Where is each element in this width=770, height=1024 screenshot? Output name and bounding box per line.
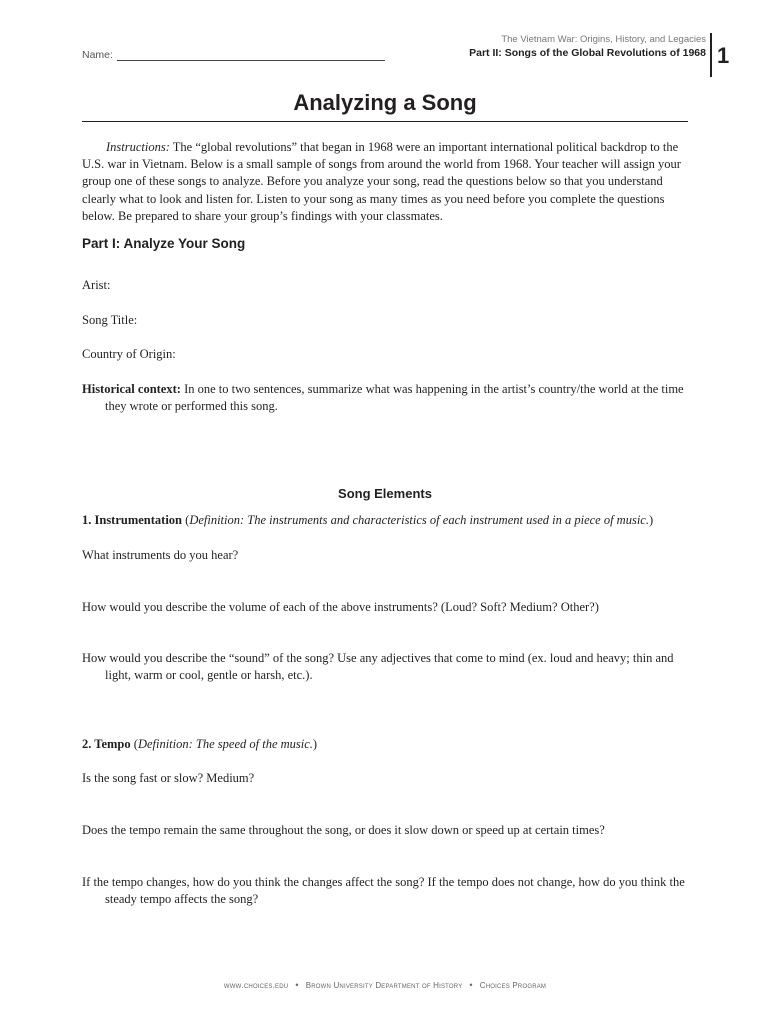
footer-separator: • [469,980,473,990]
definition-close: ) [648,513,654,527]
tempo-definition: Definition: The speed of the music. [137,737,313,751]
header-part-title: Part II: Songs of the Global Revolutions of 1968 [469,47,706,59]
page-number: 1 [717,43,730,68]
instructions-label: Instructions: [106,140,170,154]
historical-context-text: In one to two sentences, summarize what was happening in the artist’s country/the world at the time they wrote or performed this song. [105,382,684,414]
instructions-text: The “global revolutions” that began in 1968 were an important international political backdrop to the U.S. war in Vietnam. Below is a small sample of songs from around the world from 1968. Your teacher will assign your group one of these songs to analyze. Before you analyze your song, read the questions below so that you understand clearly what to look and listen for. Listen to your song as many times as you need before you complete the questions below. Be prepared to share your group’s findings with your classmates. [82,140,681,223]
instrumentation-heading [82,512,688,529]
footer-site[interactable]: www.choices.edu [223,981,289,990]
tempo-question-1: Is the song fast or slow? Medium? [82,771,255,785]
historical-context-question [82,381,688,415]
name-line[interactable] [117,60,385,61]
footer [82,980,688,990]
song-title-label: Song Title: [82,313,138,327]
footer-department: Brown University Department of History [305,981,463,990]
song-elements-heading: Song Elements [338,486,432,501]
instrumentation-definition: Definition: The instruments and characteristics of each instrument used in a piece of music. [189,513,649,527]
instrumentation-question-1: What instruments do you hear? [82,548,239,562]
instrumentation-label: 1. Instrumentation [82,513,183,527]
tempo-heading [82,736,688,753]
footer-separator: • [295,980,299,990]
page-title: Analyzing a Song [293,90,477,115]
tempo-question-3: If the tempo changes, how do you think the changes affect the song? If the tempo does not change, how do you think the steady tempo affects the song? [82,875,685,907]
footer-program: Choices Program [479,981,547,990]
artist-label: Arist: [82,278,111,292]
definition-open: ( [130,737,138,751]
historical-context-label: Historical context: [82,382,181,396]
instrumentation-question-3: How would you describe the “sound” of the song? Use any adjectives that come to mind (ex. loud and heavy; thin and light, warm or cool, gentle or harsh, etc.). [82,651,674,683]
tempo-question-2: Does the tempo remain the same throughout the song, or does it slow down or speed up at certain times? [82,823,605,837]
tempo-label: 2. Tempo [82,737,131,751]
name-label: Name: [82,49,113,61]
instructions [82,139,688,225]
definition-open: ( [182,513,190,527]
header-divider [710,33,712,77]
definition-close: ) [312,737,318,751]
part-one-heading: Part I: Analyze Your Song [82,236,246,251]
country-label: Country of Origin: [82,347,176,361]
title-rule [82,121,688,122]
instrumentation-question-2: How would you describe the volume of each of the above instruments? (Loud? Soft? Medium? Other?) [82,600,599,614]
header-subtitle: The Vietnam War: Origins, History, and Legacies [501,34,706,45]
